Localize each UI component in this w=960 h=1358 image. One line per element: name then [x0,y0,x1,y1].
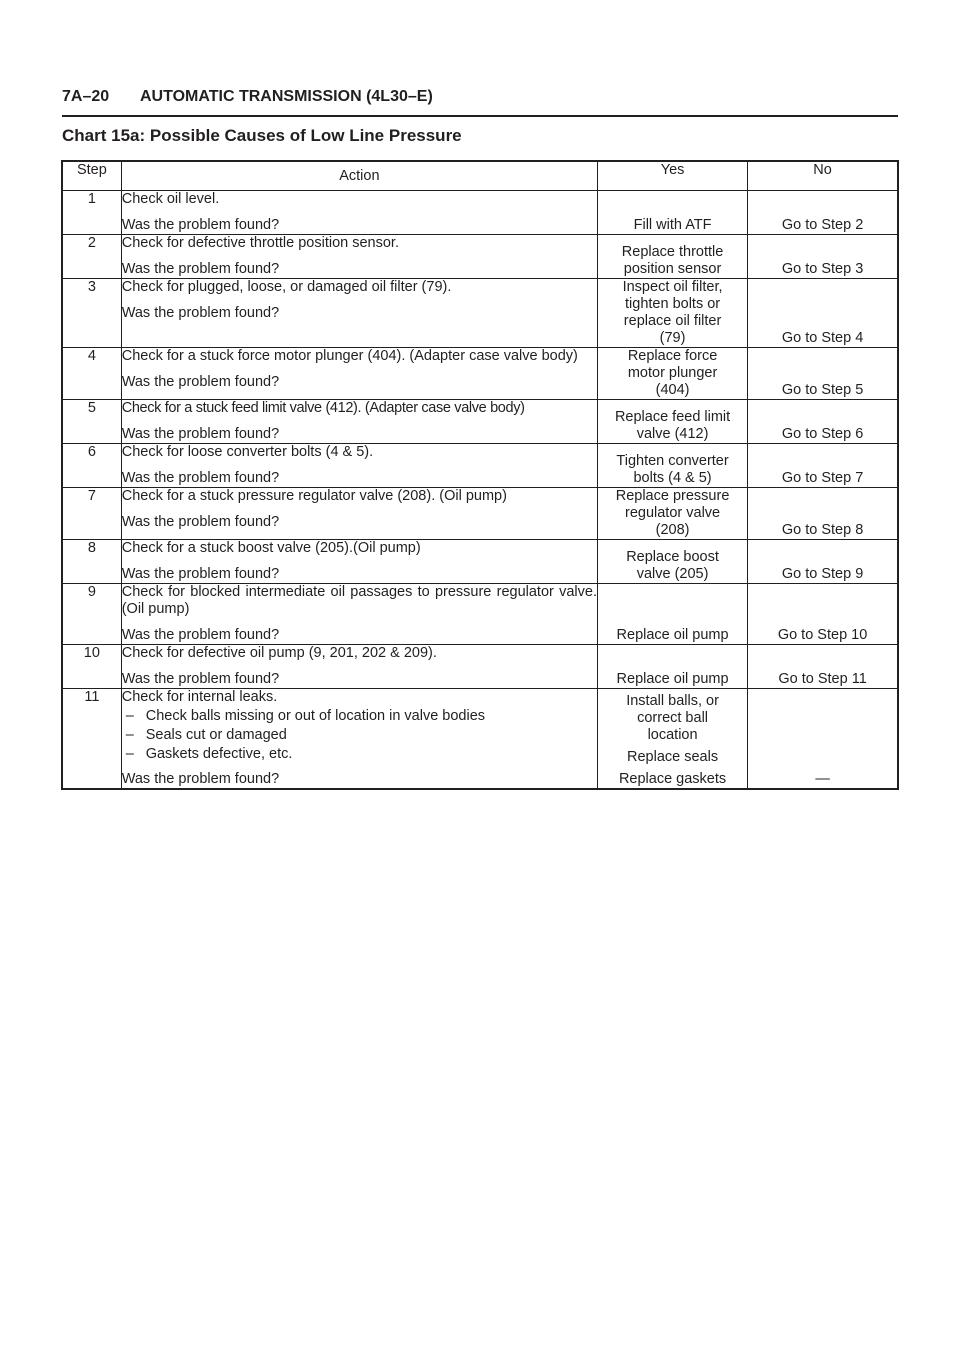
action-cell [121,235,597,279]
column-header-action: Action [121,161,597,191]
action-text: Check for loose converter bolts (4 & 5). [121,444,374,460]
yes-cell [598,689,748,790]
no-cell: Go to Step 7 [748,444,898,488]
section-title: AUTOMATIC TRANSMISSION (4L30–E) [140,88,433,105]
question-text: Was the problem found? [121,627,280,643]
yes-text: Replace throttle [621,244,724,260]
yes-text: Replace boost [626,549,719,565]
action-text: Check oil level. [121,191,220,207]
table-row [62,488,898,540]
step-number: 11 [62,689,121,790]
table-row [62,279,898,348]
action-text: Check for a stuck pressure regulator valve (208). (Oil pump) [121,488,507,504]
yes-text: regulator valve [625,505,721,521]
question-text: Was the problem found? [121,305,280,321]
no-cell: Go to Step 2 [748,191,898,235]
step-number: 5 [62,400,121,444]
action-cell [121,540,597,584]
dash: – [125,708,134,724]
step-number: 4 [62,348,121,400]
no-cell: Go to Step 4 [748,279,898,348]
question-text: Was the problem found? [121,426,280,442]
yes-text: valve (412) [636,426,709,442]
yes-text: Replace force [627,348,718,364]
action-cell [121,488,597,540]
header-divider [62,115,898,117]
yes-text: Install balls, or [626,693,719,709]
table-row [62,540,898,584]
dash: – [125,746,134,762]
action-text: Check for internal leaks. [121,689,278,705]
action-cell [121,348,597,400]
step-number: 7 [62,488,121,540]
question-text: Was the problem found? [121,771,280,787]
action-text: Check for a stuck feed limit valve (412). (Adapter case valve body) [121,400,525,416]
yes-text: motor plunger [627,365,718,381]
question-text: Was the problem found? [121,261,280,277]
question-text: Was the problem found? [121,470,280,486]
yes-cell [598,488,748,540]
no-cell: Go to Step 5 [748,348,898,400]
table-header-row [62,161,898,191]
subitem-text: Seals cut or damaged [145,727,287,743]
no-cell: — [748,689,898,790]
action-cell [121,279,597,348]
step-number: 3 [62,279,121,348]
dash: – [125,727,134,743]
action-text: Check for a stuck force motor plunger (404). (Adapter case valve body) [121,348,578,364]
table-row [62,444,898,488]
column-header-step: Step [62,161,121,191]
yes-text: Fill with ATF [633,217,712,233]
yes-text: Replace pressure [615,488,730,504]
yes-text: (79) [659,330,686,346]
action-cell [121,191,597,235]
question-text: Was the problem found? [121,374,280,390]
yes-cell [598,400,748,444]
yes-text: Replace oil pump [616,627,729,643]
action-text: Check for blocked intermediate oil passages to pressure regulator valve. (Oil pump) [121,584,597,617]
question-text: Was the problem found? [121,514,280,530]
action-text: Check for plugged, loose, or damaged oil filter (79). [121,279,452,295]
column-header-no: No [748,161,898,191]
step-number: 8 [62,540,121,584]
yes-text: position sensor [623,261,722,277]
action-cell [121,444,597,488]
yes-text: Replace gaskets [618,771,727,787]
column-header-yes: Yes [598,161,748,191]
yes-cell [598,584,748,645]
action-text: Check for a stuck boost valve (205).(Oil pump) [121,540,421,556]
no-cell: Go to Step 11 [748,645,898,689]
action-cell [121,400,597,444]
subitem [122,727,597,744]
no-cell: Go to Step 3 [748,235,898,279]
yes-cell [598,540,748,584]
table-row [62,645,898,689]
yes-cell [598,191,748,235]
action-text: Check for defective throttle position sensor. [121,235,399,251]
no-cell: Go to Step 6 [748,400,898,444]
no-cell: Go to Step 9 [748,540,898,584]
action-cell [121,584,597,645]
yes-text: replace oil filter [623,313,722,329]
subitem [122,708,597,725]
table-row [62,235,898,279]
yes-cell [598,235,748,279]
yes-text: correct ball [637,710,709,726]
action-text: Check for defective oil pump (9, 201, 202 & 209). [121,645,437,661]
yes-text: tighten bolts or [625,296,721,312]
chart-title: Chart 15a: Possible Causes of Low Line Pressure [62,126,462,145]
step-number: 10 [62,645,121,689]
yes-cell [598,279,748,348]
yes-text: valve (205) [636,566,709,582]
page-code: 7A–20 [62,88,110,105]
action-cell [121,645,597,689]
yes-text: Tighten converter [616,453,729,469]
step-number: 9 [62,584,121,645]
step-number: 2 [62,235,121,279]
table-row [62,348,898,400]
step-number: 6 [62,444,121,488]
step-number: 1 [62,191,121,235]
yes-cell [598,444,748,488]
question-text: Was the problem found? [121,217,280,233]
yes-text: bolts (4 & 5) [633,470,712,486]
action-cell [121,689,597,790]
yes-text: Replace oil pump [616,671,729,687]
yes-cell [598,348,748,400]
no-cell: Go to Step 8 [748,488,898,540]
table-row [62,191,898,235]
yes-cell [598,645,748,689]
yes-text: (404) [655,382,690,398]
no-cell: Go to Step 10 [748,584,898,645]
subitem-text: Check balls missing or out of location in valve bodies [145,708,486,724]
table-row [62,689,898,790]
yes-text: Replace feed limit [614,409,731,425]
question-text: Was the problem found? [121,671,280,687]
yes-text: Replace seals [627,749,719,765]
yes-text: (208) [655,522,690,538]
question-text: Was the problem found? [121,566,280,582]
yes-text: Inspect oil filter, [622,279,723,295]
yes-text: location [647,727,698,743]
page-header [62,88,898,106]
subitem [122,746,597,763]
table-row [62,584,898,645]
table-row [62,400,898,444]
diagnostic-table [61,160,899,790]
subitem-text: Gaskets defective, etc. [145,746,293,762]
